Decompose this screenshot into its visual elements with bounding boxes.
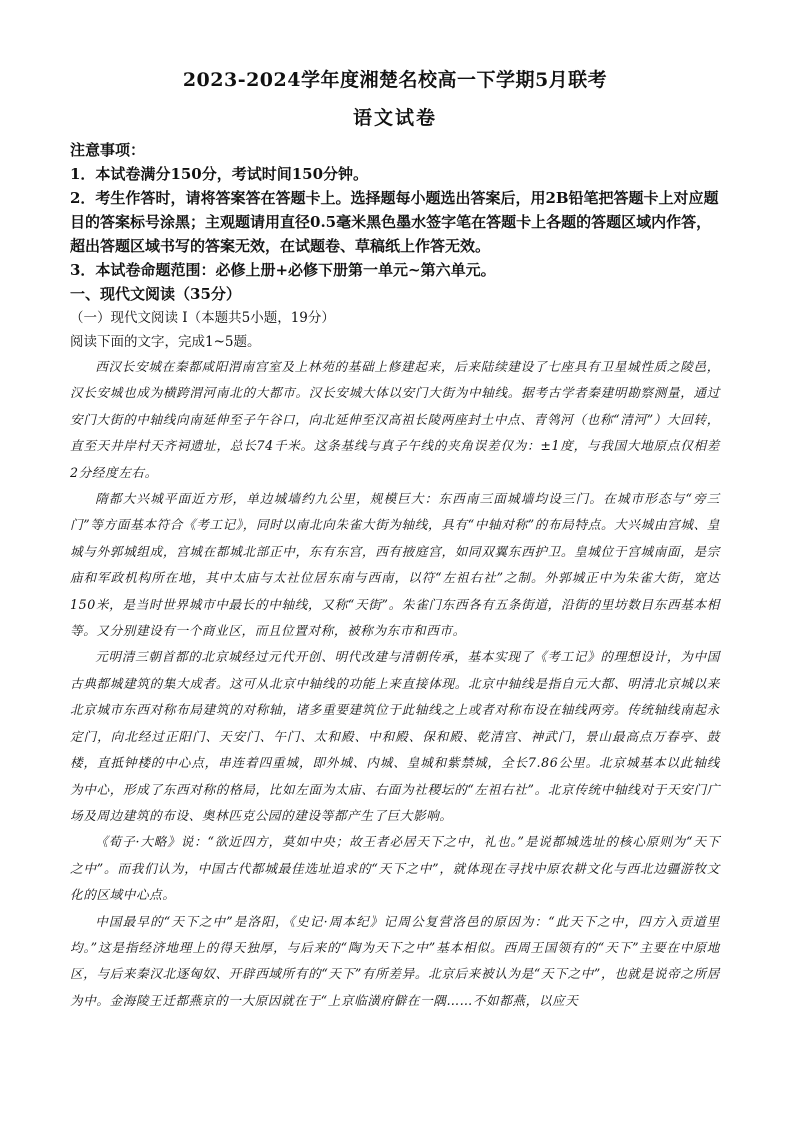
notice-item-3: 3．本试卷命题范围：必修上册+必修下册第一单元~第六单元。 [70, 261, 496, 279]
exam-page [70, 66, 720, 1014]
passage-paragraph-4: 《荀子·大略》说：“欲近四方，莫如中央；故王者必居天下之中，礼也。”是说都城选址的核心原则为“天下之中”。而我们认为，中国古代都城最佳选址追求的“天下之中”，就体现在寻找中原农耕文化与西北边疆游牧文化的区域中心点。 [70, 834, 720, 903]
passage-paragraph-5: 中国最早的“天下之中”是洛阳，《史记·周本纪》记周公复营洛邑的原因为：“此天下之中，四方入贡道里均。”这是指经济地理上的得天独厚，与后来的“陶为天下之中”基本相似。西周王国领有的“天下”主要在中原地区，与后来秦汉北逐匈奴、开辟西域所有的“天下”有所差异。北京后来被认为是“天下之中”，也就是说帝之所居为中。金海陵王迁都燕京的一大原因就在于“上京临潢府僻在一隅……不如都燕，以应天 [70, 913, 720, 1008]
passage-paragraph-1: 西汉长安城在秦都咸阳渭南宫室及上林苑的基础上修建起来，后来陆续建设了七座具有卫星城性质之陵邑，汉长安城也成为横跨渭河南北的大都市。汉长安城大体以安门大街为中轴线。据考古学者秦建明勘察测量，通过安门大街的中轴线向南延伸至子午谷口，向北延伸至汉高祖长陵两座封土中点、青鸰河（也称“清河”）大回转，直至天井岸村天齐祠遗址，总长74千米。这条基线与真子午线的夹角误差仅为：±1度，与我国大地原点仅相差2分经度左右。 [70, 359, 720, 480]
notice-item-2: 2．考生作答时，请将答案答在答题卡上。选择题每小题选出答案后，用2B铅笔把答题卡上对应题目的答案标号涂黑；主观题请用直径0.5毫米黑色墨水签字笔在答题卡上各题的答题区域内作答，超出答题区域书写的答案无效，在试题卷、草稿纸上作答无效。 [70, 189, 719, 255]
section-heading: 一、现代文阅读（35分） [70, 285, 241, 303]
passage-paragraph-3: 元明清三朝首都的北京城经过元代开创、明代改建与清朝传承，基本实现了《考工记》的理想设计，为中国古典都城建筑的集大成者。这可从北京中轴线的功能上来直接体现。北京中轴线是指自元大都、明清北京城以来北京城市东西对称布局建筑的对称轴，诸多重要建筑位于此轴线之上或者对称布设在轴线两旁。传统轴线南起永定门，向北经过正阳门、天安门、午门、太和殿、中和殿、保和殿、乾清宫、神武门，景山最高点万春亭、鼓楼，直抵钟楼的中心点，串连着四重城，即外城、内城、皇城和紫禁城，全长7.86公里。北京城基本以此轴线为中心，形成了东西对称的格局，比如左面为太庙、右面为社稷坛的“左祖右社”。北京传统中轴线对于天安门广场及周边建筑的布设、奥林匹克公园的建设等都产生了巨大影响。 [70, 649, 720, 823]
passage-paragraph-2: 隋都大兴城平面近方形，单边城墙约九公里，规模巨大：东西南三面城墙均设三门。在城市形态与“旁三门”等方面基本符合《考工记》，同时以南北向朱雀大街为轴线，具有“中轴对称”的布局特点。大兴城由宫城、皇城与外郭城组成，宫城在都城北部正中，东有东宫，西有掖庭宫，如同双翼东西护卫。皇城位于宫城南面，是宗庙和军政机构所在地，其中太庙与太社位居东南与西南，以符“左祖右社”之制。外郭城正中为朱雀大街，宽达150米，是当时世界城市中最长的中轴线，又称“天街”。朱雀门东西各有五条街道，沿街的里坊数目东西基本相等。又分别建设有一个商业区，而且位置对称，被称为东市和西市。 [70, 491, 720, 639]
subsection-heading: （一）现代文阅读 I（本题共5小题，19分） [70, 310, 335, 326]
notice-item-1: 1．本试卷满分150分，考试时间150分钟。 [70, 165, 369, 183]
notice-heading: 注意事项： [70, 141, 146, 159]
exam-subject: 语文试卷 [352, 107, 437, 129]
reading-instruction: 阅读下面的文字，完成1~5题。 [70, 334, 261, 350]
exam-title: 2023-2024学年度湘楚名校高一下学期5月联考 [182, 69, 608, 91]
reading-passage [70, 354, 720, 1014]
